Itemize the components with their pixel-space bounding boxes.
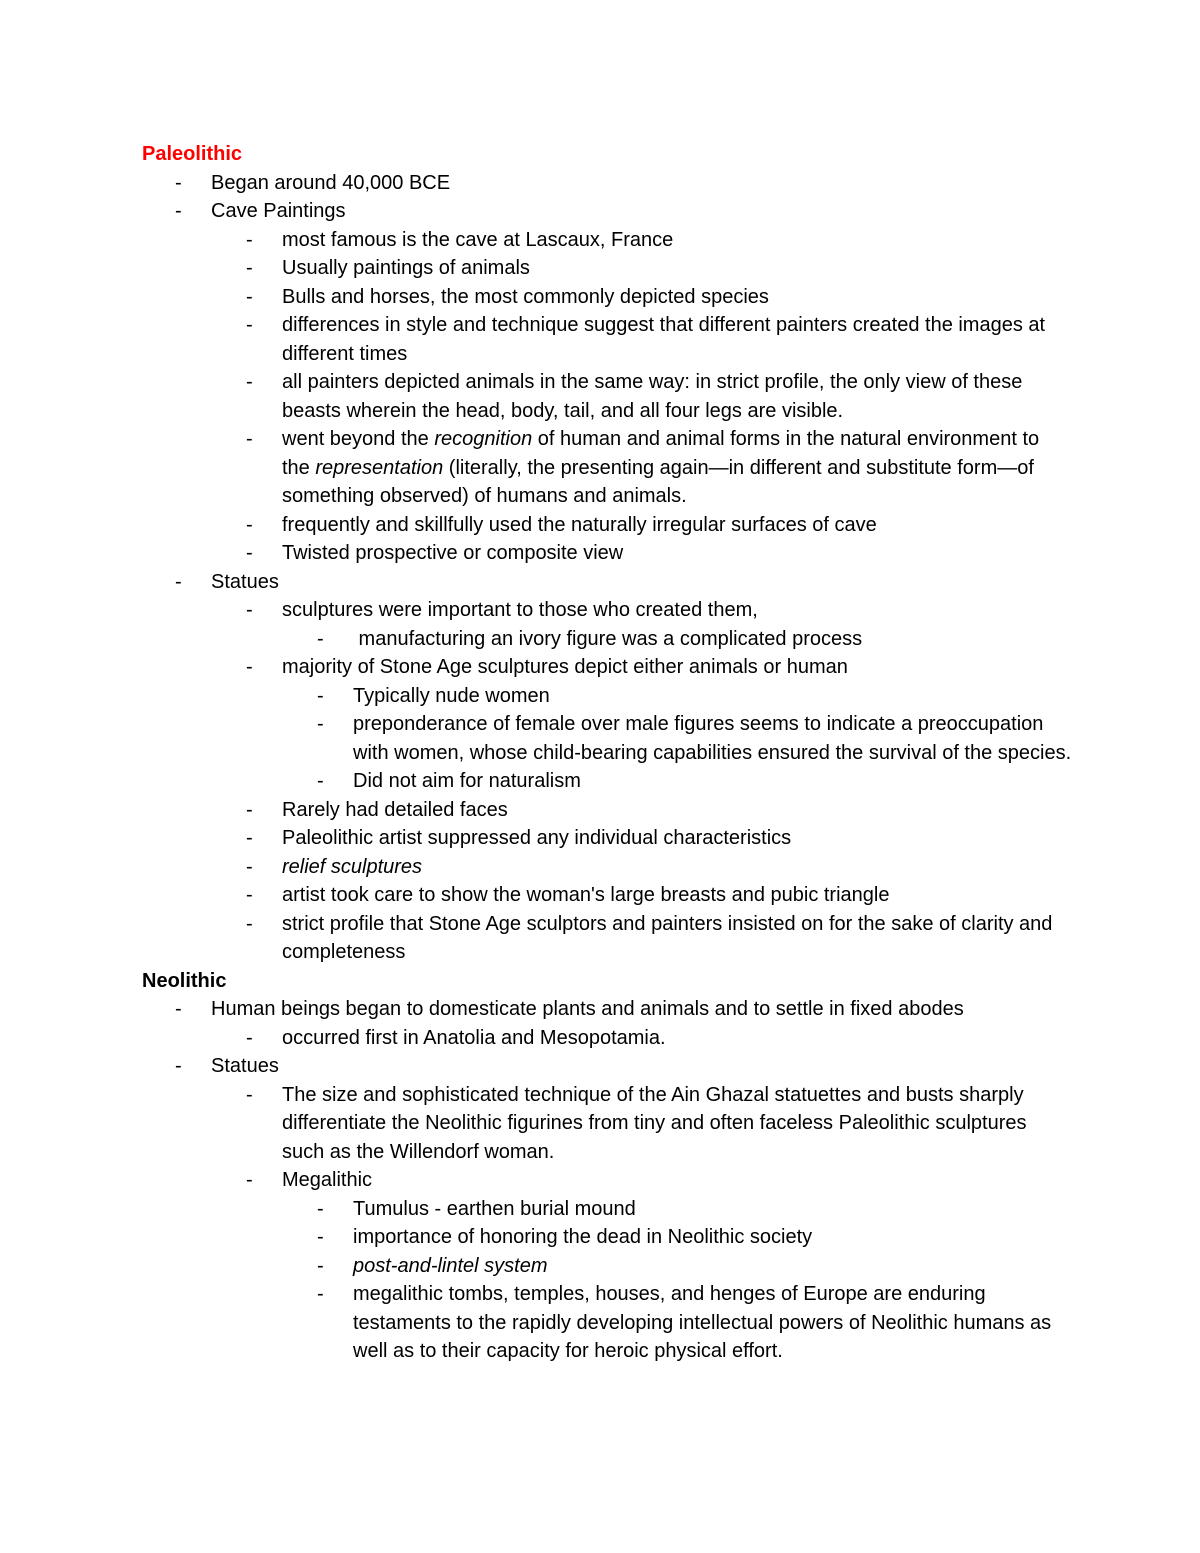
bullet-dash: - xyxy=(246,912,253,935)
list-item xyxy=(175,568,1080,597)
list-item-text: Twisted prospective or composite view xyxy=(282,542,624,564)
list-item-text: Megalithic xyxy=(282,1169,373,1191)
bullet-dash: - xyxy=(246,257,253,279)
list-item-text: all painters depicted animals in the same way: in strict profile, the only view of these beasts wherein the head, body, tail, and all four legs are visible. xyxy=(282,371,1023,422)
bullet-dash: - xyxy=(317,684,324,707)
bullet-dash: - xyxy=(317,1197,324,1220)
list-item-text: Did not aim for naturalism xyxy=(353,770,581,792)
list-item-text: majority of Stone Age sculptures depict either animals or human xyxy=(282,656,848,678)
list-item-text: frequently and skillfully used the naturally irregular surfaces of cave xyxy=(282,513,877,536)
list-item xyxy=(246,226,1080,255)
bullet-dash: - xyxy=(246,314,253,336)
list-item-text: Typically nude women xyxy=(353,684,550,707)
list-item xyxy=(317,1223,1080,1252)
bullet-dash: - xyxy=(246,599,253,621)
list-item xyxy=(246,368,1072,425)
list-item xyxy=(246,881,1080,910)
list-item-text: strict profile that Stone Age sculptors and painters insisted on for the sake of clarity and completeness xyxy=(282,912,1053,963)
bullet-dash: - xyxy=(246,542,253,564)
list-item xyxy=(317,625,1080,654)
bullet-dash: - xyxy=(317,627,324,650)
list-item-text: Rarely had detailed faces xyxy=(282,798,508,821)
list-item xyxy=(246,1024,1080,1053)
list-item-text: Bulls and horses, the most commonly depicted species xyxy=(282,285,769,308)
list-item-text: The size and sophisticated technique of the Ain Ghazal statuettes and busts sharply differentiate the Neolithic figurines from tiny and often faceless Paleolithic sculptures such as the Willendorf woman. xyxy=(282,1083,1027,1163)
list-item-text: Began around 40,000 BCE xyxy=(211,171,451,194)
list-item xyxy=(246,853,1080,882)
list-item-text: Statues xyxy=(211,1055,279,1077)
bullet-dash: - xyxy=(175,998,182,1020)
list-item-text: most famous is the cave at Lascaux, France xyxy=(282,228,674,251)
bullet-dash: - xyxy=(175,1055,182,1077)
bullet-dash: - xyxy=(175,171,182,194)
list-item xyxy=(246,311,1072,368)
list-item xyxy=(246,425,1072,511)
bullet-dash: - xyxy=(317,1254,324,1277)
list-item xyxy=(246,824,1080,853)
bullet-dash: - xyxy=(317,713,324,735)
list-item-text: post-and-lintel system xyxy=(353,1254,548,1277)
list-item xyxy=(246,1081,1072,1167)
list-item xyxy=(246,539,1080,568)
list-item xyxy=(246,910,1072,967)
list-item-text: occurred first in Anatolia and Mesopotamia. xyxy=(282,1026,666,1049)
emphasis-recognition: recognition xyxy=(434,428,533,450)
bullet-dash: - xyxy=(246,1169,253,1191)
list-item-text: megalithic tombs, temples, houses, and henges of Europe are enduring testaments to the rapidly developing intellectual powers of Neolithic humans as well as to their capacity for heroic physical effort. xyxy=(353,1283,1052,1362)
bullet-dash: - xyxy=(246,1083,253,1106)
bullet-dash: - xyxy=(246,1026,253,1049)
list-item xyxy=(175,169,1080,198)
list-item xyxy=(317,710,1073,767)
bullet-dash: - xyxy=(246,228,253,251)
bullet-dash: - xyxy=(317,770,324,792)
bullet-dash: - xyxy=(246,798,253,821)
list-item-text: importance of honoring the dead in Neolithic society xyxy=(353,1226,813,1248)
emphasis-representation: representation xyxy=(315,456,444,479)
bullet-dash: - xyxy=(175,200,182,222)
list-item xyxy=(246,796,1080,825)
list-item xyxy=(246,511,1080,540)
list-item-text: manufacturing an ivory figure was a complicated process xyxy=(353,627,863,650)
list-item-text: Human beings began to domesticate plants and animals and to settle in fixed abodes xyxy=(211,998,964,1020)
bullet-dash: - xyxy=(317,1283,324,1305)
bullet-dash: - xyxy=(246,371,253,393)
list-item xyxy=(175,197,1080,226)
section-heading-neolithic: Neolithic xyxy=(142,969,227,992)
list-item xyxy=(246,283,1080,312)
list-item xyxy=(317,682,1080,711)
list-item-text: differences in style and technique suggest that different painters created the images at different times xyxy=(282,314,1046,365)
list-item xyxy=(175,1052,1080,1081)
list-item xyxy=(317,1252,1080,1281)
bullet-dash: - xyxy=(246,428,253,450)
list-item-text: preponderance of female over male figures seems to indicate a preoccupation with women, whose child-bearing capabilities ensured the survival of the species. xyxy=(353,713,1072,764)
bullet-dash: - xyxy=(246,285,253,308)
list-item xyxy=(246,254,1080,283)
list-item xyxy=(175,995,1080,1024)
list-item xyxy=(317,1280,1073,1366)
bullet-dash: - xyxy=(246,513,253,536)
bullet-dash: - xyxy=(246,855,253,878)
bullet-dash: - xyxy=(246,656,253,678)
section-heading-paleolithic: Paleolithic xyxy=(142,143,243,165)
list-item-text: relief sculptures xyxy=(282,855,423,878)
list-item-text: Statues xyxy=(211,570,279,593)
list-item-text: Cave Paintings xyxy=(211,200,346,222)
list-item-text-part: of human and animal forms in the natural environment to the xyxy=(282,428,1040,479)
list-item xyxy=(246,1166,1080,1195)
bullet-dash: - xyxy=(246,884,253,906)
list-item-text: Paleolithic artist suppressed any individual characteristics xyxy=(282,827,792,849)
list-item-text: Usually paintings of animals xyxy=(282,257,530,279)
list-item xyxy=(317,767,1080,796)
list-item-text-part: went beyond the xyxy=(282,428,435,450)
list-item-text: artist took care to show the woman's large breasts and pubic triangle xyxy=(282,884,890,906)
bullet-dash: - xyxy=(175,570,182,593)
list-item-text: Tumulus - earthen burial mound xyxy=(353,1197,636,1220)
bullet-dash: - xyxy=(317,1226,324,1248)
list-item-text-part: (literally, the presenting again—in different and substitute form—of something observed) of humans and animals. xyxy=(282,456,1034,507)
list-item-text: sculptures were important to those who created them, xyxy=(282,599,758,621)
bullet-dash: - xyxy=(246,827,253,849)
list-item xyxy=(246,653,1080,682)
list-item xyxy=(246,596,1080,625)
list-item xyxy=(317,1195,1080,1224)
